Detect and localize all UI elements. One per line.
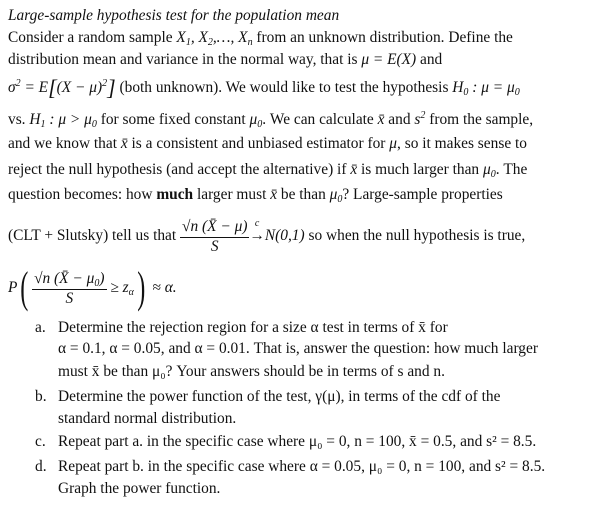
text: Consider a random sample — [8, 29, 177, 46]
fraction-numerator: √n (X̄ − $\mu_0$) — [34, 269, 105, 289]
text: from the sample, — [425, 111, 534, 128]
item-line: Determine the rejection region for a size α test in terms of x̄ for — [58, 319, 448, 336]
paragraph-line-5 — [8, 134, 527, 154]
math-mu0: $\mu_0$ — [249, 111, 263, 130]
item-line: standard normal distribution. — [58, 410, 237, 427]
fraction-denominator: S — [65, 289, 74, 307]
math-ge-z: ≥ $z_\alpha$ — [106, 279, 134, 298]
item-line: Repeat part a. in the specific case where μ₀ = 0, n = 100, x̄ = 0.5, and s² = 8.5. — [58, 433, 537, 450]
clt-fraction — [180, 217, 249, 256]
paragraph-line-8 — [8, 214, 525, 258]
math-xbar: x̄ — [350, 161, 358, 178]
text: ? Large-sample properties — [342, 186, 503, 203]
test-fraction — [32, 269, 106, 308]
paragraph-line-6 — [8, 160, 527, 180]
math-approx: ≈ α. — [148, 279, 177, 296]
convergence-arrow — [249, 214, 264, 258]
math-xbar: x̄ — [377, 111, 385, 128]
item-line: α = 0.1, α = 0.05, and α = 0.01. That is, answer the question: how much larger — [58, 340, 538, 357]
math-s2: $s^2$ — [414, 110, 426, 128]
convergence-label: c — [254, 218, 260, 230]
emphasis-much: much — [156, 186, 194, 203]
math-mean: μ = E(X) — [361, 51, 417, 68]
math-mu: μ — [389, 135, 398, 152]
text: distribution mean and variance in the normal way, that is — [8, 51, 362, 68]
text: be than — [277, 186, 330, 203]
text: . The — [495, 161, 528, 178]
text: from an unknown distribution. Define the — [252, 29, 513, 46]
text: larger must — [193, 186, 271, 203]
text: question becomes: how — [8, 186, 157, 203]
item-line: Graph the power function. — [58, 480, 221, 497]
text: for some fixed constant — [96, 111, 250, 128]
math-sample: $X_1$, $X_2,\dots$, $X_n$ — [176, 29, 253, 48]
math-variance: $\sigma^2 = E[(X - \mu)^2]$ — [8, 75, 116, 100]
text: and — [416, 51, 443, 68]
left-paren: ( — [20, 263, 29, 313]
text: so when the null hypothesis is true, — [304, 227, 526, 244]
text: and — [384, 111, 415, 128]
item-label: c. — [35, 433, 46, 450]
item-label: b. — [35, 388, 47, 405]
ge-text: ≥ z — [106, 279, 129, 296]
text: vs. — [8, 111, 30, 128]
math-xbar: x̄ — [120, 135, 128, 152]
right-paren: ) — [137, 263, 146, 313]
fraction-denominator: S — [210, 237, 219, 255]
text: is much larger than — [357, 161, 483, 178]
arrow-glyph: → — [249, 227, 265, 245]
fraction-numerator: √n (X̄ − μ) — [180, 217, 249, 238]
text: and we know that — [8, 135, 121, 152]
item-label: d. — [35, 458, 47, 475]
item-line: Repeat part b. in the specific case where α = 0.05, μ₀ = 0, n = 100, and s² = 8.5. — [58, 458, 546, 475]
paragraph-line-2 — [8, 50, 442, 70]
item-label: a. — [35, 319, 46, 336]
item-line: must x̄ be than μ₀? Your answers should be in terms of s and n. — [58, 363, 445, 380]
text: (both unknown). We would like to test the hypothesis — [115, 79, 453, 96]
math-xbar: x̄ — [270, 186, 278, 203]
paragraph-line-1 — [8, 28, 513, 48]
text: is a consistent and unbiased estimator for — [127, 135, 390, 152]
math-h1: $H_1$ : $\mu > \mu_0$ — [29, 111, 97, 130]
math-h0: $H_0$ : $\mu = \mu_0$ — [452, 79, 520, 98]
text: . We can calculate — [262, 111, 378, 128]
text: (CLT + Slutsky) tell us that — [8, 227, 181, 244]
math-mu0: $\mu_0$ — [329, 186, 343, 205]
text: reject the null hypothesis (and accept the alternative) if — [8, 161, 351, 178]
math-prob: P — [8, 279, 18, 296]
paragraph-line-9 — [8, 264, 177, 312]
document-title: Large-sample hypothesis test for the population mean — [8, 7, 340, 24]
math-mu0: $\mu_0$ — [482, 161, 496, 180]
paragraph-line-4 — [8, 110, 533, 130]
math-normal: N(0,1) — [264, 227, 305, 244]
paragraph-line-3 — [8, 75, 520, 100]
num-text: √n (X̄ − μ — [34, 269, 95, 287]
text: , so it makes sense to — [397, 135, 527, 152]
item-line: Determine the power function of the test, γ(μ), in terms of the cdf of the — [58, 388, 501, 405]
